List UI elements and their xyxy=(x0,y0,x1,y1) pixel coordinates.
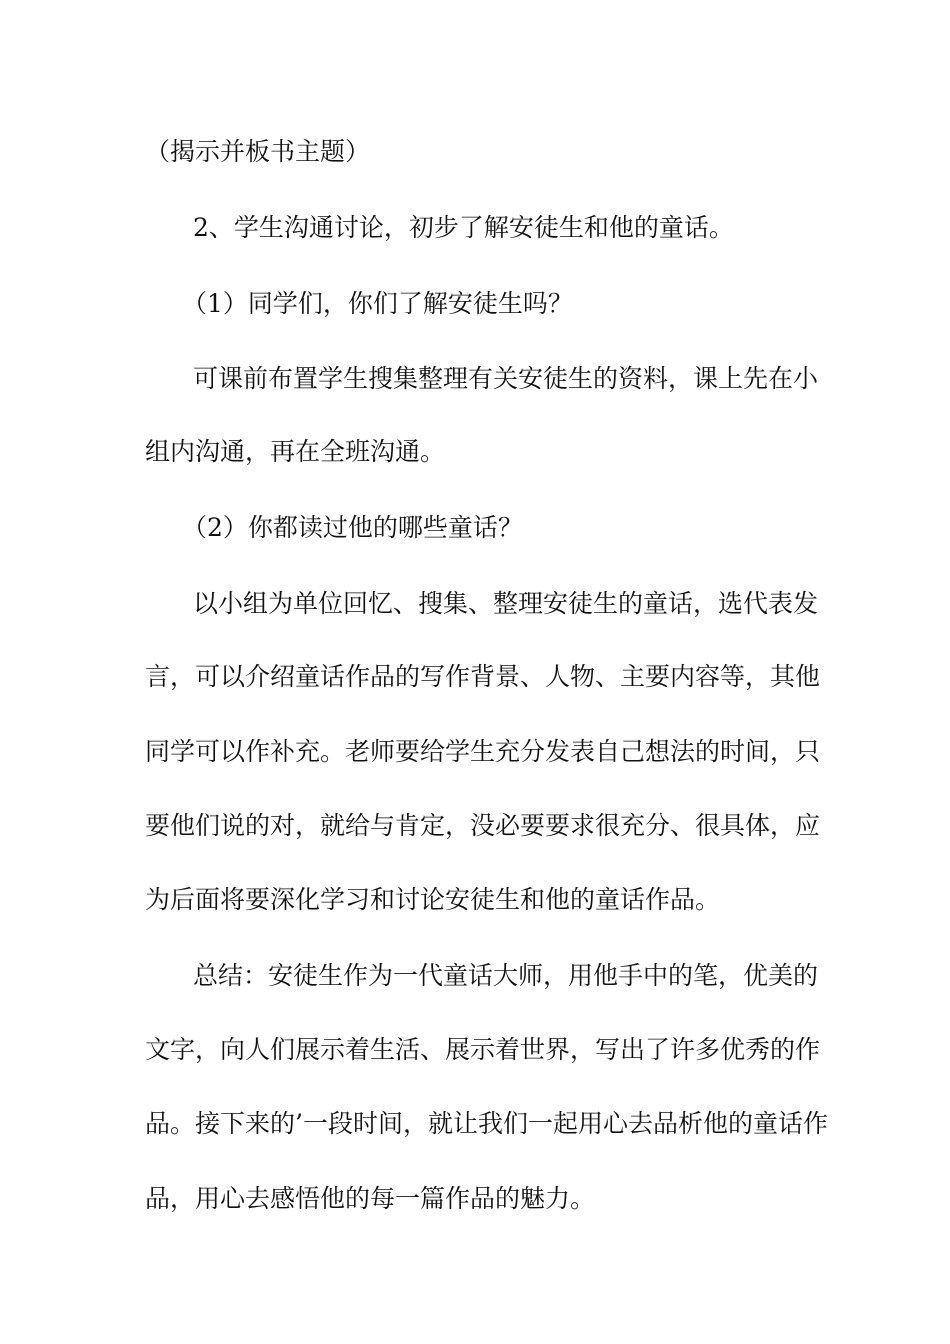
text-line: （1）同学们，你们了解安徒生吗？ xyxy=(182,289,573,318)
text-line: 2、学生沟通讨论，初步了解安徒生和他的童话。 xyxy=(193,213,734,242)
text-line: 组内沟通，再在全班沟通。 xyxy=(145,437,446,466)
text-line: 要他们说的对，就给与肯定，没必要要求很充分、很具体，应 xyxy=(145,811,821,840)
text-line: （揭示并板书主题） xyxy=(145,137,371,166)
text-line: 为后面将要深化学习和讨论安徒生和他的童话作品。 xyxy=(145,885,721,914)
text-line: 品，用心去感悟他的每一篇作品的魅力。 xyxy=(145,1184,596,1213)
text-line: 可课前布置学生搜集整理有关安徒生的资料，课上先在小 xyxy=(193,364,819,393)
text-line: （2）你都读过他的哪些童话？ xyxy=(182,513,523,542)
text-line: 以小组为单位回忆、搜集、整理安徒生的童话，选代表发 xyxy=(193,589,819,618)
text-line: 品。接下来的’一段时间，就让我们一起用心去品析他的童话作 xyxy=(145,1109,828,1138)
text-line: 总结：安徒生作为一代童话大师，用他手中的笔，优美的 xyxy=(193,961,819,990)
text-line: 文字，向人们展示着生活、展示着世界，写出了许多优秀的作 xyxy=(145,1035,821,1064)
text-line: 言，可以介绍童话作品的写作背景、人物、主要内容等，其他 xyxy=(145,662,821,691)
text-line: 同学可以作补充。老师要给学生充分发表自己想法的时间，只 xyxy=(145,737,821,766)
